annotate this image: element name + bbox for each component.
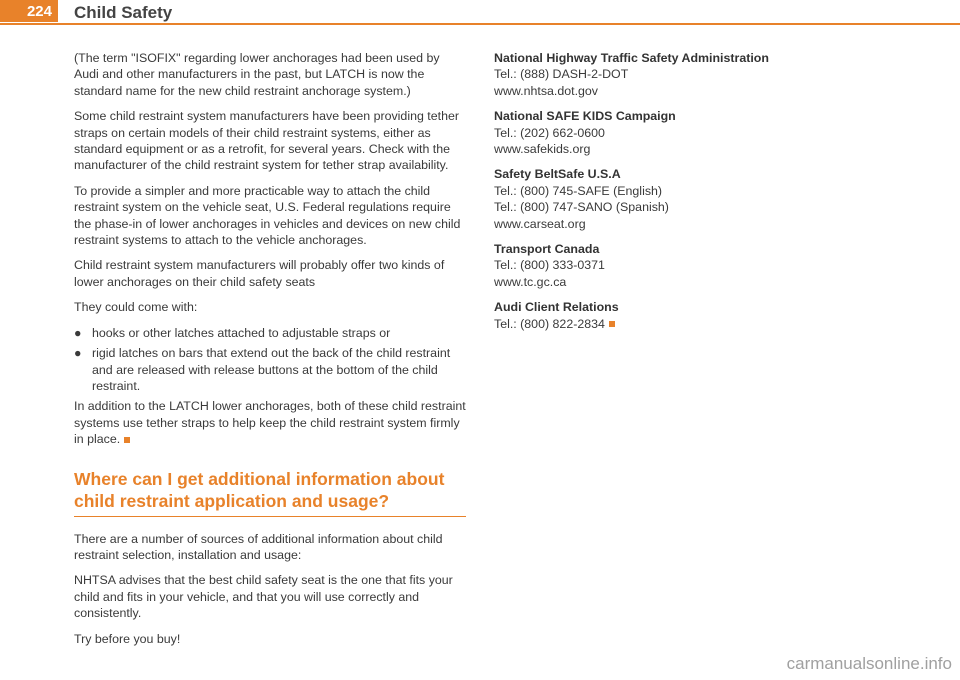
list-item	[74, 325, 466, 341]
paragraph-regulations: To provide a simpler and more practicable way to attach the child restraint system on the vehicle seat, U.S. Federal regulations require the phase-in of lower anchorages in vehicles and devices on new child restraint systems to attach to the vehicle anchorages.	[74, 183, 461, 248]
end-of-section-icon	[609, 321, 615, 327]
contact-audi-client-relations	[494, 299, 824, 332]
contact-website: www.carseat.org	[494, 216, 586, 231]
contact-nhtsa	[494, 50, 824, 99]
page-number: 224	[26, 2, 52, 20]
bullet-icon: ●	[74, 325, 82, 340]
contact-safe-kids	[494, 108, 824, 157]
contact-phone-english: Tel.: (800) 745-SAFE (English)	[494, 183, 663, 198]
contact-beltsafe	[494, 166, 824, 232]
contact-name: Safety BeltSafe U.S.A	[494, 167, 621, 182]
paragraph-tether-straps: Some child restraint system manufacturers have been providing tether straps on certain models of their child restraint systems, either as standard equipment or as a retrofit, for several years. Check with the manufacturer of the child restraint system for tether strap availability.	[74, 109, 459, 173]
paragraph-nhtsa-advice: NHTSA advises that the best child safety seat is the one that fits your child and fits in your vehicle, and that you will use correctly and consistently.	[74, 573, 453, 621]
header-divider	[0, 23, 960, 25]
contact-phone: Tel.: (888) DASH-2-DOT	[494, 67, 629, 82]
contact-name: National SAFE KIDS Campaign	[494, 109, 676, 124]
contact-phone-spanish: Tel.: (800) 747-SANO (Spanish)	[494, 200, 669, 215]
paragraph-sources: There are a number of sources of additional information about child restraint selection, installation and usage:	[74, 531, 443, 562]
paragraph-latch-tether	[74, 398, 466, 447]
paragraph-latch-tether-text: In addition to the LATCH lower anchorages, both of these child restraint systems use tether straps to help keep the child restraint system firmly in place.	[74, 399, 466, 447]
paragraph-isofix: (The term "ISOFIX" regarding lower anchorages had been used by Audi and other manufacturers in the past, but LATCH is now the standard name for the new child restraint anchorage system.)	[74, 51, 440, 98]
contact-phone: Tel.: (800) 822-2834	[494, 316, 605, 331]
contact-name: National Highway Traffic Safety Administration	[494, 51, 769, 65]
contact-phone: Tel.: (800) 333-0371	[494, 258, 605, 273]
list-item-text: rigid latches on bars that extend out the back of the child restraint and are released with release buttons at the bottom of the child restraint.	[92, 346, 451, 393]
section-heading: Where can I get additional information about child restraint application and usage?	[74, 468, 466, 517]
left-column	[74, 50, 466, 656]
contact-website: www.nhtsa.dot.gov	[494, 83, 599, 98]
end-of-section-icon	[124, 437, 130, 443]
right-column	[494, 50, 824, 341]
contact-phone: Tel.: (202) 662-0600	[494, 125, 605, 140]
list-item	[74, 345, 466, 394]
contact-website: www.tc.gc.ca	[494, 274, 567, 289]
contact-transport-canada	[494, 241, 824, 290]
list-item-text: hooks or other latches attached to adjustable straps or	[92, 325, 391, 340]
section-title: Child Safety	[74, 3, 173, 22]
contact-name: Audi Client Relations	[494, 300, 619, 315]
contact-website: www.safekids.org	[494, 142, 591, 157]
watermark: carmanualsonline.info	[786, 654, 952, 673]
contact-name: Transport Canada	[494, 242, 600, 257]
paragraph-lower-anchorages: Child restraint system manufacturers will probably offer two kinds of lower anchorages on their child safety seats	[74, 258, 445, 289]
page-number-badge	[0, 0, 58, 22]
paragraph-could-come-with: They could come with:	[74, 300, 198, 315]
paragraph-try-before-buy: Try before you buy!	[74, 631, 181, 646]
contact-phone-row	[494, 316, 824, 332]
bullet-icon: ●	[74, 346, 82, 361]
